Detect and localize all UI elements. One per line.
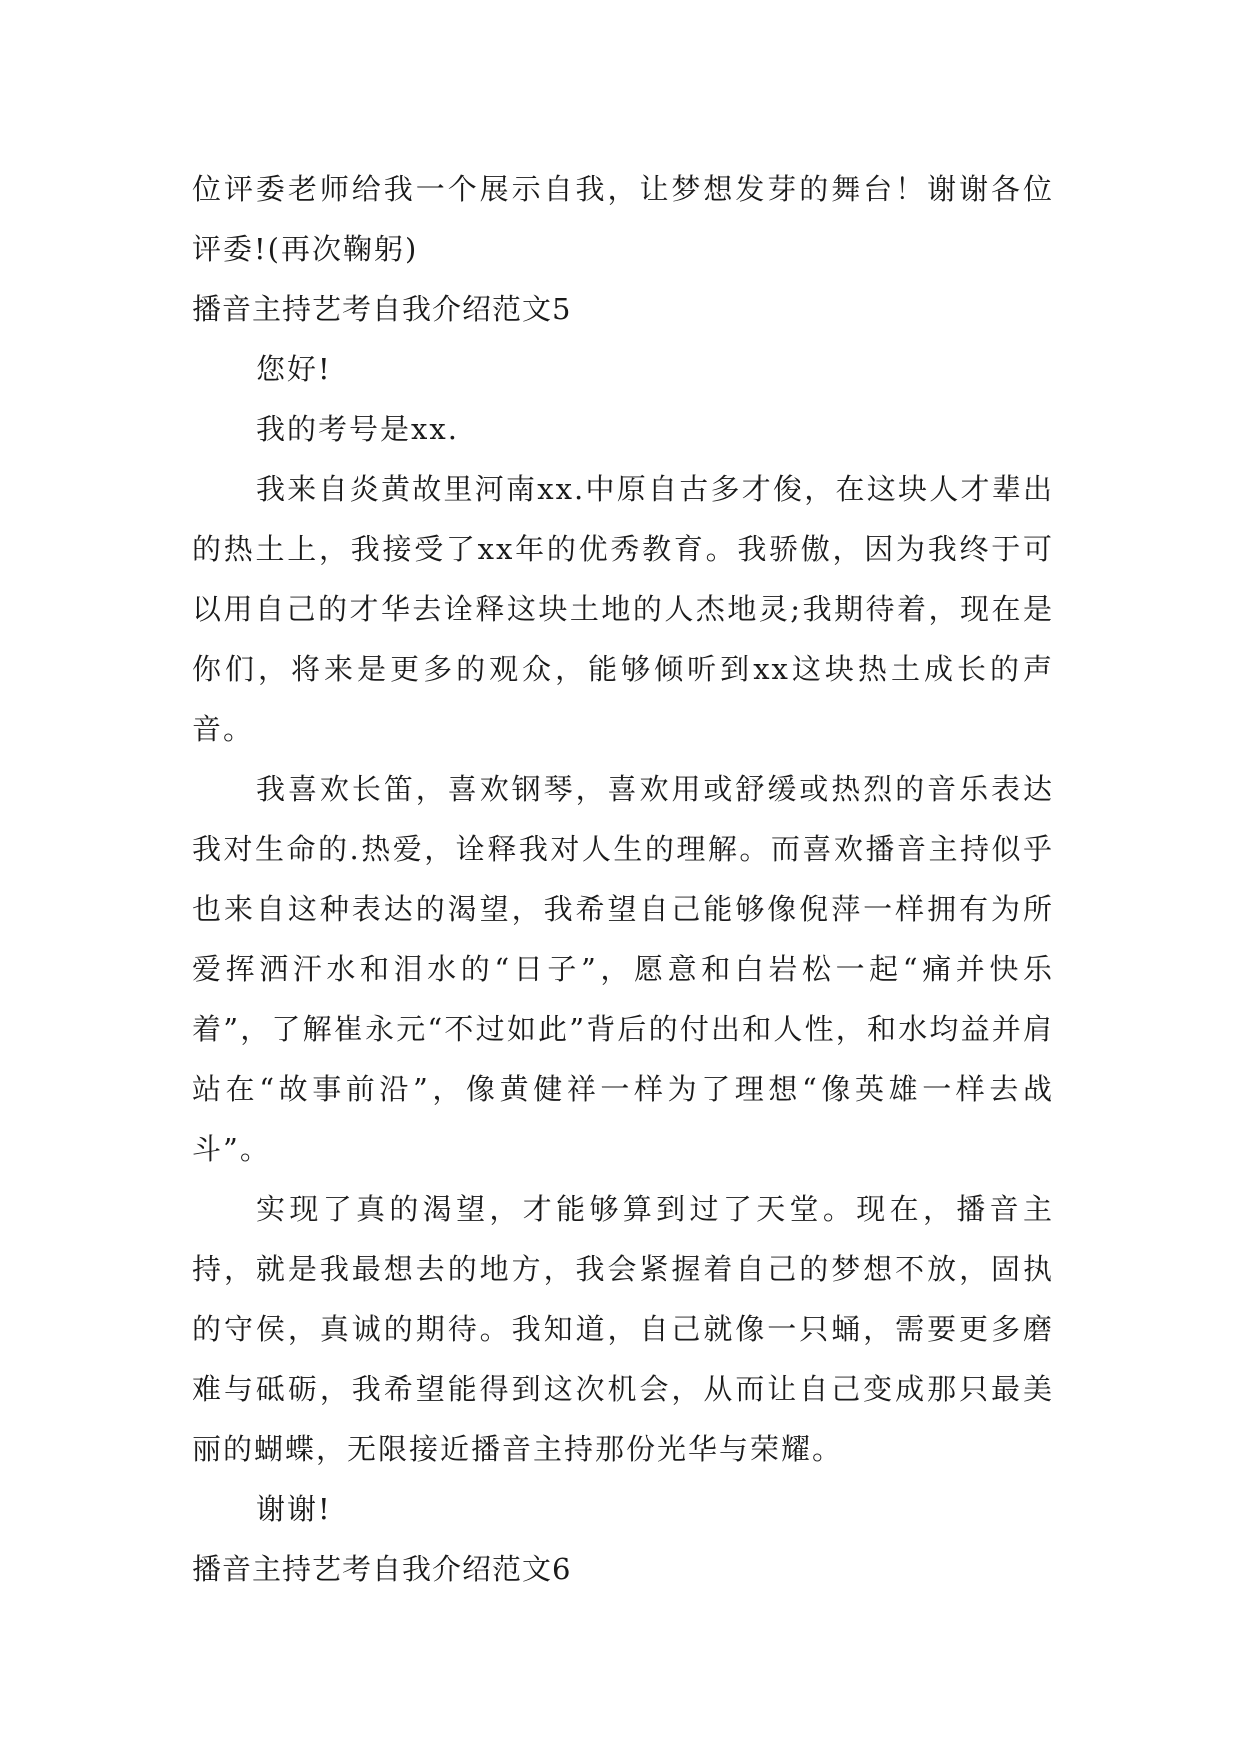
section-heading-6: 播音主持艺考自我介绍范文6 bbox=[192, 1552, 572, 1586]
paragraph-interests: 我喜欢长笛，喜欢钢琴，喜欢用或舒缓或热烈的音乐表达我对生命的.热爱，诠释我对人生的理解。而喜欢播音主持似乎也来自这种表达的渴望，我希望自己能够像倪萍一样拥有为所爱挥洒汗水和泪水的“日子”，愿意和白岩松一起“痛并快乐着”，了解崔永元“不过如此”背后的付出和人性，和水均益并肩站在“故事前沿”，像黄健祥一样为了理想“像英雄一样去战斗”。 bbox=[192, 772, 1054, 1166]
section-heading-5: 播音主持艺考自我介绍范文5 bbox=[192, 292, 572, 326]
paragraph-thanks: 谢谢! bbox=[256, 1492, 332, 1526]
document-body bbox=[192, 159, 1054, 1599]
paragraph-aspiration: 实现了真的渴望，才能够算到过了天堂。现在，播音主持，就是我最想去的地方，我会紧握着自己的梦想不放，固执的守侯，真诚的期待。我知道，自己就像一只蛹，需要更多磨难与砥砺，我希望能得到这次机会，从而让自己变成那只最美丽的蝴蝶，无限接近播音主持那份光华与荣耀。 bbox=[192, 1192, 1054, 1466]
paragraph-exam-number: 我的考号是xx. bbox=[256, 412, 459, 446]
paragraph-closing-thanks: 位评委老师给我一个展示自我，让梦想发芽的舞台！谢谢各位评委!(再次鞠躬) bbox=[192, 172, 1054, 266]
paragraph-hometown: 我来自炎黄故里河南xx.中原自古多才俊，在这块人才辈出的热土上，我接受了xx年的优秀教育。我骄傲，因为我终于可以用自己的才华去诠释这块土地的人杰地灵;我期待着，现在是你们，将来是更多的观众，能够倾听到xx这块热土成长的声音。 bbox=[192, 472, 1054, 746]
paragraph-greeting: 您好! bbox=[256, 352, 332, 386]
